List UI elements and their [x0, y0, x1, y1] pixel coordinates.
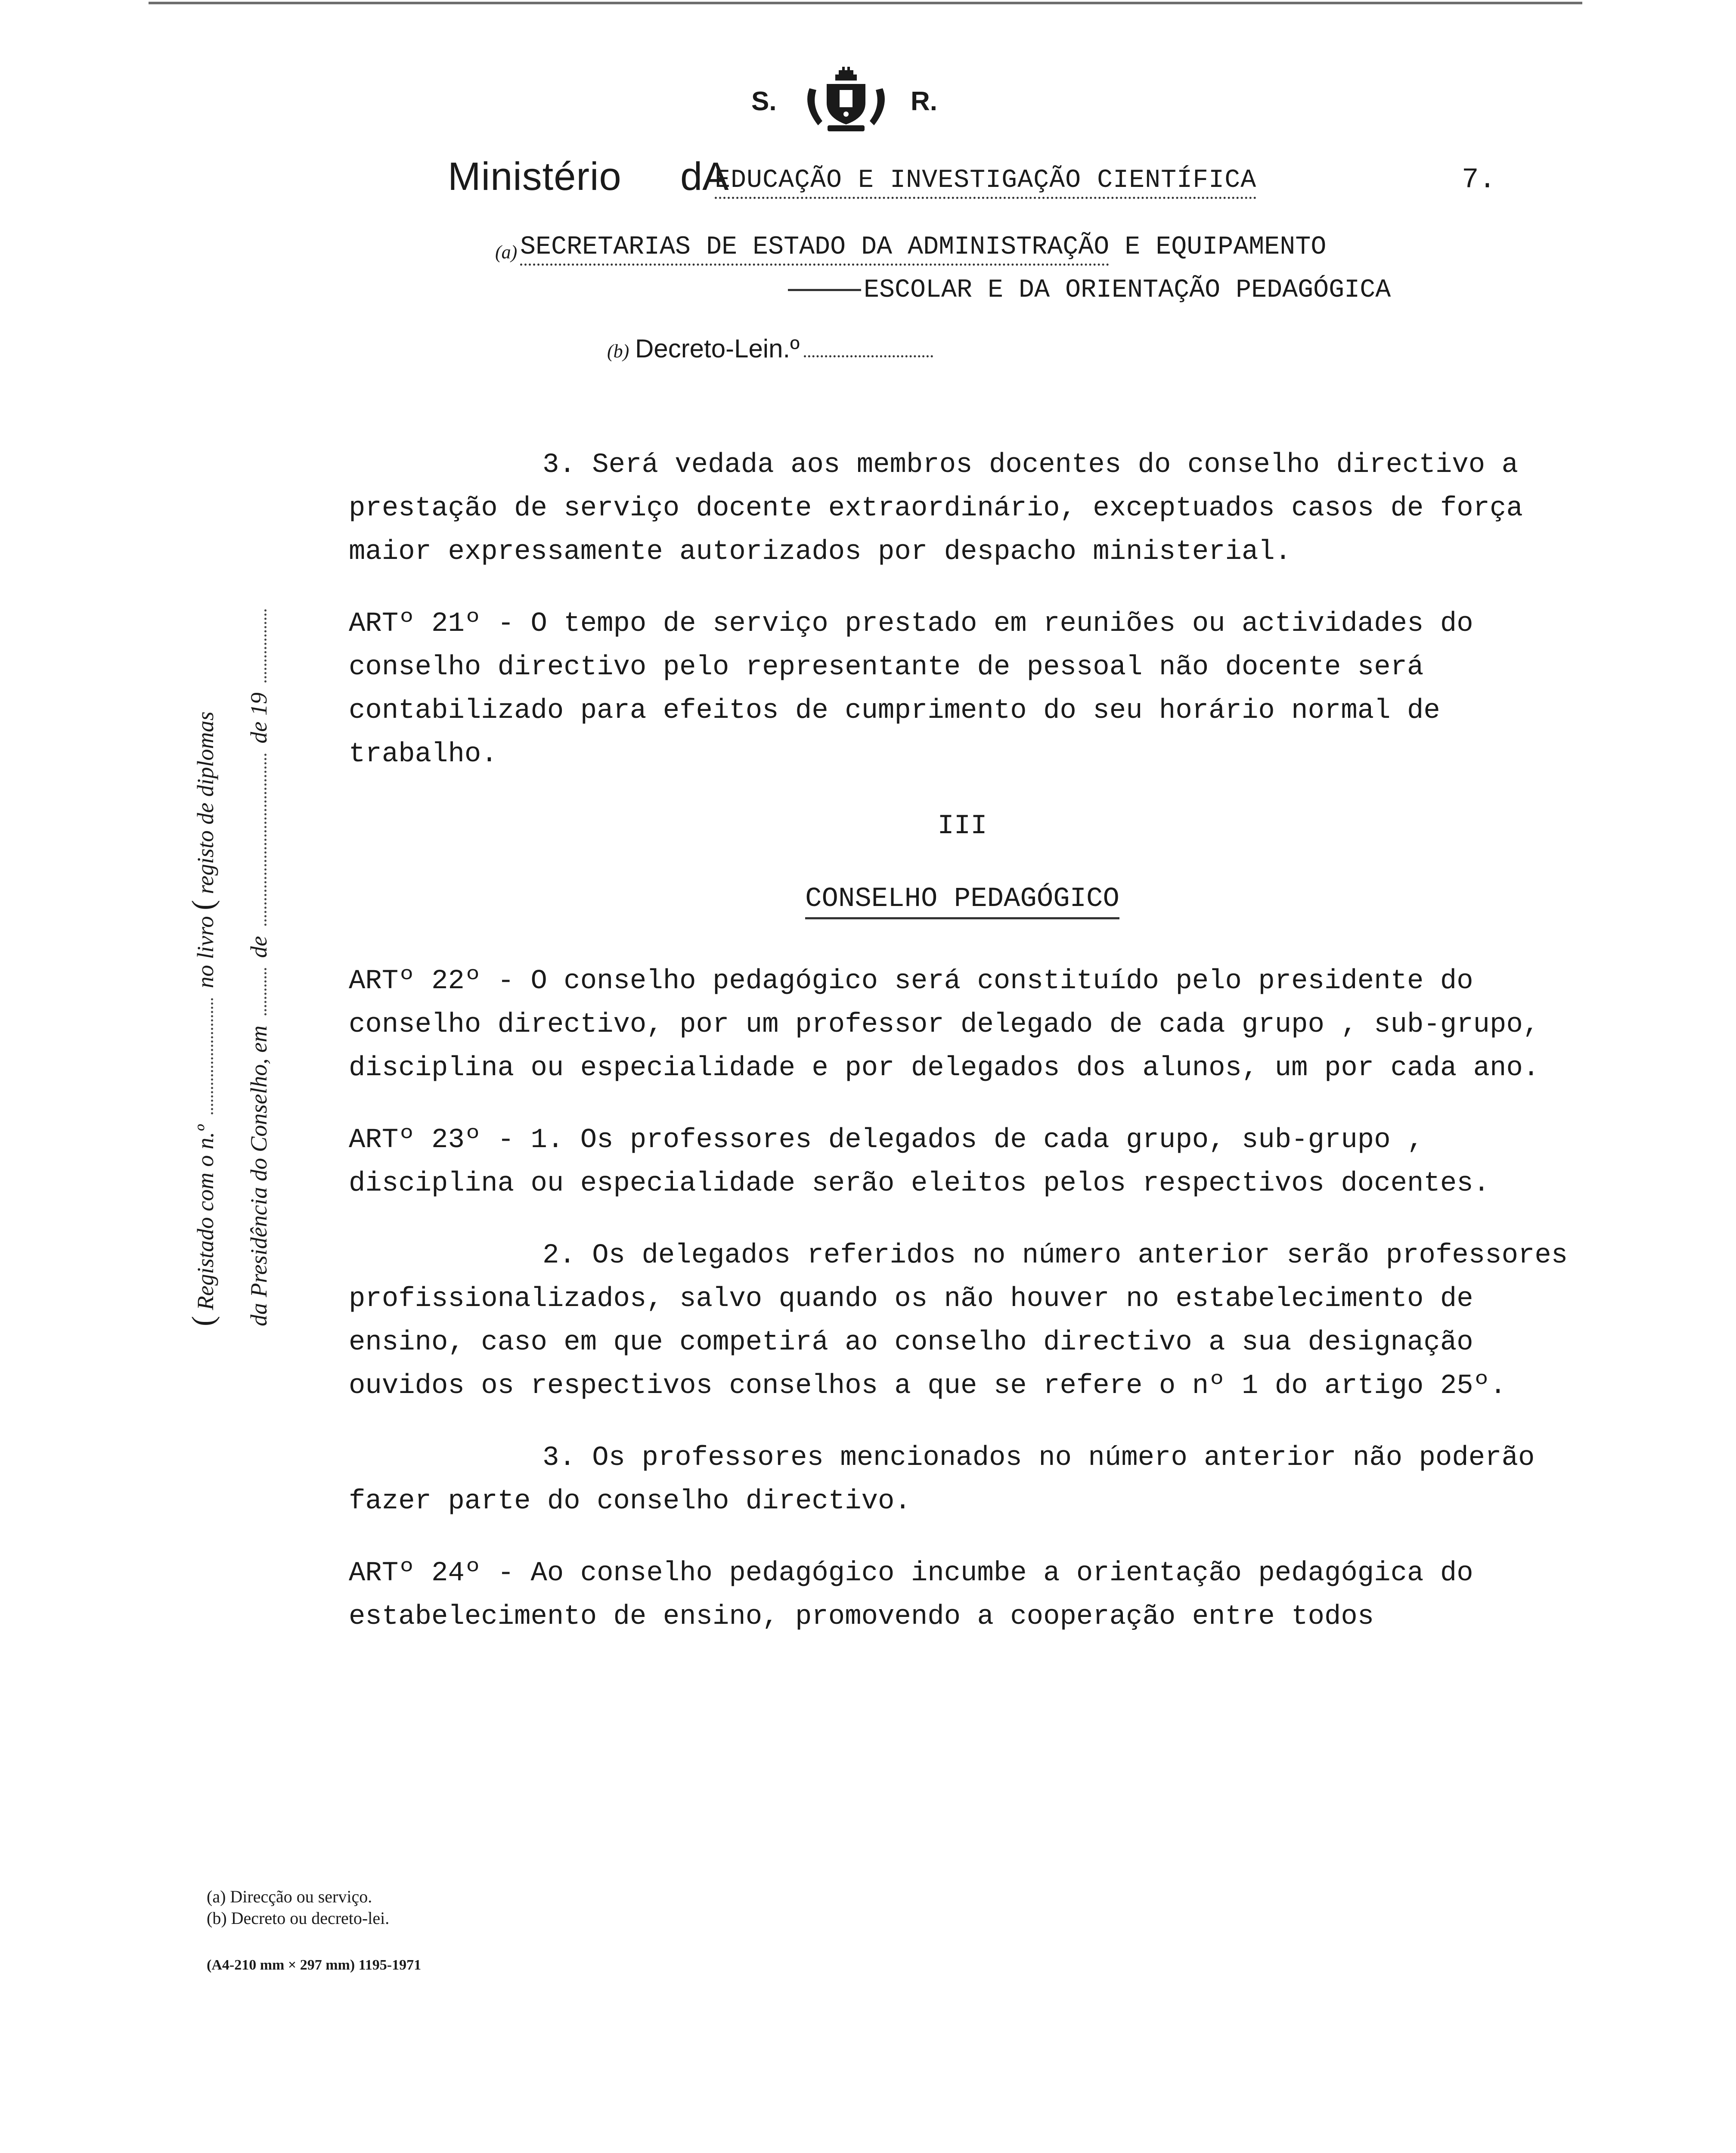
page-number: 7. [1462, 164, 1496, 196]
stamp-fill-number [211, 998, 213, 1114]
secretarias-line [520, 233, 1326, 262]
ministry-department: EDUCAÇÃO E INVESTIGAÇÃO CIENTÍFICA [715, 166, 1256, 199]
stamp-row-presidencia [245, 605, 272, 1326]
article-21: ARTº 21º - O tempo de serviço prestado em reuniões ou actividades do conselho directivo pelo representante de pessoal não docente será contabilizado para efeitos de cumprimento do seu horário normal de trabalho. [349, 608, 1473, 770]
seal-letter-s: S. [751, 87, 777, 116]
coat-of-arms-icon [801, 67, 891, 136]
stamp-no-livro: no livro [192, 916, 218, 988]
footnote-b: (b) Decreto ou decreto-lei. [207, 1908, 390, 1928]
stamp-open-brace: ( [186, 1316, 220, 1326]
ministry-da: dA [680, 155, 729, 199]
decreto-line [635, 334, 933, 363]
document-body [349, 444, 1576, 1667]
escolar-dash [788, 289, 861, 291]
republic-seal [751, 67, 992, 136]
section-title-text: CONSELHO PEDAGÓGICO [805, 884, 1119, 919]
secretarias-underlined: SECRETARIAS DE ESTADO DA ADMINISTRAÇÃO [520, 233, 1109, 266]
top-rule [149, 2, 1582, 4]
escolar-line [788, 276, 1391, 305]
stamp-registado: Registado com o n.º [192, 1124, 218, 1310]
secretarias-rest: E EQUIPAMENTO [1125, 233, 1327, 262]
article-23-2: 2. Os delegados referidos no número anterior serão professores profissionalizados, salvo quando os não houver no estabelecimento de ensino, caso em que competirá ao conselho directivo a sua designação ouvidos os respectivos conselhos a que se refere o nº 1 do artigo 25º. [349, 1240, 1568, 1402]
stamp-fill-year [264, 609, 267, 683]
stamp-row-registado [185, 711, 221, 1326]
label-a: (a) [495, 242, 518, 263]
paragraph-3: 3. Será vedada aos membros docentes do conselho directivo a prestação de serviço docente extraordinário, exceptuados casos de força maior expressamente autorizados por despacho ministerial. [349, 450, 1523, 568]
stamp-de19: de 19 [246, 692, 272, 744]
registration-stamp [168, 478, 349, 1339]
decreto-fill-line [804, 355, 933, 357]
stamp-presidencia: da Presidência do Conselho, em [246, 1025, 272, 1326]
footnotes [207, 1886, 389, 1929]
stamp-fill-day [264, 968, 267, 1015]
label-b: (b) [607, 341, 629, 362]
section-title [349, 878, 1576, 921]
article-22: ARTº 22º - O conselho pedagógico será constituído pelo presidente do conselho directivo, por um professor delegado de cada grupo , sub-grupo, disciplina ou especialidade e por delegados dos alunos, um por cada ano. [349, 966, 1540, 1084]
decreto-text: Decreto-Lein.º [635, 334, 800, 363]
article-23-1: ARTº 23º - 1. Os professores delegados de cada grupo, sub-grupo , disciplina ou especialidade serão eleitos pelos respectivos docentes. [349, 1125, 1490, 1199]
stamp-middle-brace: ( [186, 900, 220, 910]
stamp-de: de [246, 936, 272, 958]
seal-letter-r: R. [911, 87, 937, 116]
ministry-word: Ministério [448, 155, 622, 199]
section-number: III [937, 811, 987, 842]
article-24: ARTº 24º - Ao conselho pedagógico incumbe a orientação pedagógica do estabelecimento de ensino, promovendo a cooperação entre todos [349, 1558, 1473, 1632]
footnote-a: (a) Direcção ou serviço. [207, 1887, 372, 1906]
stamp-fill-month [264, 754, 267, 926]
stamp-registo: registo de diplomas [192, 711, 218, 894]
article-23-3: 3. Os professores mencionados no número anterior não poderão fazer parte do conselho directivo. [349, 1443, 1535, 1517]
form-code: (A4-210 mm × 297 mm) 1195-1971 [207, 1957, 422, 1973]
escolar-text: ESCOLAR E DA ORIENTAÇÃO PEDAGÓGICA [864, 276, 1391, 305]
